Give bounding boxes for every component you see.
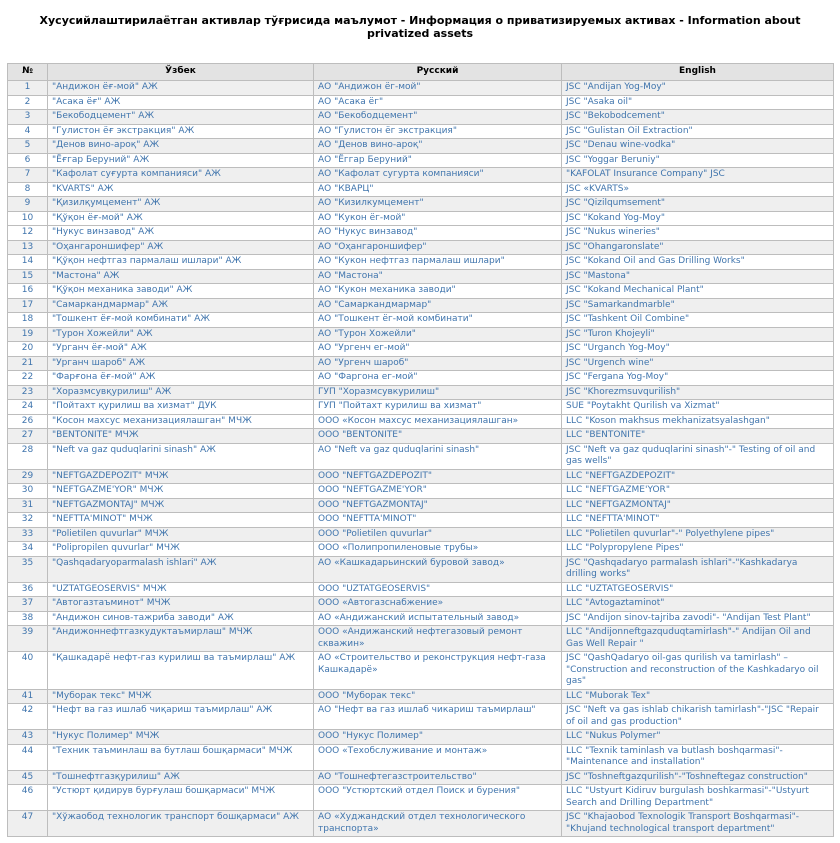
uzbek-name-cell: "Qashqadaryoparmalash ishlari" АЖ xyxy=(48,556,314,582)
english-name-cell: LLC "Nukus Polymer" xyxy=(562,730,834,745)
english-name-cell: LLC "Ustyurt Kidiruv burgulash boshkarmasi"-"Ustyurt Search and Drilling Department" xyxy=(562,785,834,811)
russian-name-cell: ООО «Техобслуживание и монтаж» xyxy=(314,744,562,770)
table-row xyxy=(8,414,834,429)
uzbek-name-cell: "Андижон ёғ-мой" АЖ xyxy=(48,81,314,96)
english-name-cell: LLC "UZTATGEOSERVIS" xyxy=(562,582,834,597)
table-row xyxy=(8,197,834,212)
row-number-cell: 22 xyxy=(8,371,48,386)
uzbek-name-cell: "Автогазтаъминот" МЧЖ xyxy=(48,597,314,612)
table-row xyxy=(8,81,834,96)
uzbek-name-cell: "Косон махсус механизациялашган" МЧЖ xyxy=(48,414,314,429)
english-name-cell: JSC "Andijon sinov-tajriba zavodi"- "Andijan Test Plant" xyxy=(562,611,834,626)
page-title: Хусусийлаштирилаётган активлар тўғрисида маълумот - Информация о приватизируемых активах - Information about privatized assets xyxy=(39,14,801,40)
row-number-cell: 45 xyxy=(8,770,48,785)
english-name-cell: JSC "Urganch Yog-Moy" xyxy=(562,342,834,357)
row-number-cell: 10 xyxy=(8,211,48,226)
table-row xyxy=(8,770,834,785)
uzbek-name-cell: "NEFTTA'MINOT" МЧЖ xyxy=(48,513,314,528)
col-header-number: № xyxy=(8,64,48,81)
english-name-cell: JSC «KVARTS» xyxy=(562,182,834,197)
uzbek-name-cell: "Асака ёғ" АЖ xyxy=(48,95,314,110)
russian-name-cell: АО "Гулистон ёг экстракция" xyxy=(314,124,562,139)
russian-name-cell: АО "Денов вино-ароқ" xyxy=(314,139,562,154)
russian-name-cell: АО "Тошкент ёг-мой комбинати" xyxy=(314,313,562,328)
table-row xyxy=(8,785,834,811)
table-row xyxy=(8,704,834,730)
uzbek-name-cell: "UZTATGEOSERVIS" МЧЖ xyxy=(48,582,314,597)
uzbek-name-cell: "Кафолат суғурта компанияси" АЖ xyxy=(48,168,314,183)
uzbek-name-cell: "Урганч шароб" АЖ xyxy=(48,356,314,371)
russian-name-cell: АО "Ургенч ег-мой" xyxy=(314,342,562,357)
english-name-cell: JSC "Fergana Yog-Moy" xyxy=(562,371,834,386)
russian-name-cell: АО "Нукус винзавод" xyxy=(314,226,562,241)
table-row xyxy=(8,342,834,357)
table-row xyxy=(8,582,834,597)
uzbek-name-cell: "Ёғгар Беруний" АЖ xyxy=(48,153,314,168)
uzbek-name-cell: "Қизилқумцемент" АЖ xyxy=(48,197,314,212)
table-row xyxy=(8,498,834,513)
row-number-cell: 43 xyxy=(8,730,48,745)
table-row xyxy=(8,226,834,241)
russian-name-cell: АО "Кизилкумцемент" xyxy=(314,197,562,212)
uzbek-name-cell: "Нукус винзавод" АЖ xyxy=(48,226,314,241)
table-row xyxy=(8,400,834,415)
row-number-cell: 16 xyxy=(8,284,48,299)
uzbek-name-cell: "Самаркандмармар" АЖ xyxy=(48,298,314,313)
table-row xyxy=(8,469,834,484)
uzbek-name-cell: "Мастона" АЖ xyxy=(48,269,314,284)
col-header-russian: Русский xyxy=(314,64,562,81)
uzbek-name-cell: "Нефт ва газ ишлаб чиқариш таъмирлаш" АЖ xyxy=(48,704,314,730)
russian-name-cell: АО "Фаргона ег-мой" xyxy=(314,371,562,386)
russian-name-cell: ООО "UZTATGEOSERVIS" xyxy=(314,582,562,597)
table-row xyxy=(8,255,834,270)
table-row xyxy=(8,542,834,557)
row-number-cell: 21 xyxy=(8,356,48,371)
russian-name-cell: АО «Андижанский испытательный завод» xyxy=(314,611,562,626)
table-row xyxy=(8,744,834,770)
table-row xyxy=(8,429,834,444)
russian-name-cell: АО "Neft va gaz quduqlarini sinash" xyxy=(314,443,562,469)
table-row xyxy=(8,124,834,139)
russian-name-cell: АО "Мастона" xyxy=(314,269,562,284)
russian-name-cell: АО "Ёггар Беруний" xyxy=(314,153,562,168)
row-number-cell: 35 xyxy=(8,556,48,582)
english-name-cell: LLC "BENTONITE" xyxy=(562,429,834,444)
english-name-cell: LLC "Polypropylene Pipes" xyxy=(562,542,834,557)
russian-name-cell: ООО «Андижанский нефтегазовый ремонт скважин» xyxy=(314,626,562,652)
row-number-cell: 6 xyxy=(8,153,48,168)
table-row xyxy=(8,611,834,626)
table-row xyxy=(8,513,834,528)
english-name-cell: JSC "Samarkandmarble" xyxy=(562,298,834,313)
row-number-cell: 19 xyxy=(8,327,48,342)
row-number-cell: 17 xyxy=(8,298,48,313)
uzbek-name-cell: "Техник таъминлаш ва бутлаш бошқармаси" МЧЖ xyxy=(48,744,314,770)
english-name-cell: JSC "QashQadaryo oil-gas qurilish va tamirlash" – "Construction and reconstruction of the Kashkadaryo oil gas" xyxy=(562,652,834,690)
table-row xyxy=(8,443,834,469)
row-number-cell: 14 xyxy=(8,255,48,270)
row-number-cell: 8 xyxy=(8,182,48,197)
row-number-cell: 38 xyxy=(8,611,48,626)
row-number-cell: 26 xyxy=(8,414,48,429)
uzbek-name-cell: "Бекободцемент" АЖ xyxy=(48,110,314,125)
table-row xyxy=(8,211,834,226)
row-number-cell: 37 xyxy=(8,597,48,612)
english-name-cell: JSC "Yoggar Beruniy" xyxy=(562,153,834,168)
uzbek-name-cell: "Пойтахт қурилиш ва хизмат" ДУК xyxy=(48,400,314,415)
russian-name-cell: АО "Кукон механика заводи" xyxy=(314,284,562,299)
russian-name-cell: ООО "NEFTGAZME'YOR" xyxy=(314,484,562,499)
english-name-cell: JSC "Neft va gas ishlab chikarish tamirlash"-"JSC "Repair of oil and gas production" xyxy=(562,704,834,730)
row-number-cell: 44 xyxy=(8,744,48,770)
row-number-cell: 46 xyxy=(8,785,48,811)
table-row xyxy=(8,168,834,183)
uzbek-name-cell: "Андижоннефтгазкудуктаъмирлаш" МЧЖ xyxy=(48,626,314,652)
table-row xyxy=(8,689,834,704)
table-row xyxy=(8,556,834,582)
uzbek-name-cell: "Оҳангароншифер" АЖ xyxy=(48,240,314,255)
english-name-cell: LLC "Andijonneftgazquduqtamirlash"-" Andijan Oil and Gas Well Repair " xyxy=(562,626,834,652)
row-number-cell: 30 xyxy=(8,484,48,499)
english-name-cell: JSC "Neft va gaz quduqlarini sinash"-" Testing of oil and gas wells" xyxy=(562,443,834,469)
row-number-cell: 36 xyxy=(8,582,48,597)
table-row xyxy=(8,110,834,125)
row-number-cell: 1 xyxy=(8,81,48,96)
english-name-cell: JSC "Toshneftgazqurilish"-"Toshneftegaz construction" xyxy=(562,770,834,785)
uzbek-name-cell: "Қўқон механика заводи" АЖ xyxy=(48,284,314,299)
table-row xyxy=(8,269,834,284)
row-number-cell: 20 xyxy=(8,342,48,357)
table-row xyxy=(8,327,834,342)
row-number-cell: 32 xyxy=(8,513,48,528)
row-number-cell: 39 xyxy=(8,626,48,652)
table-row xyxy=(8,240,834,255)
uzbek-name-cell: "NEFTGAZDEPOZIT" МЧЖ xyxy=(48,469,314,484)
row-number-cell: 4 xyxy=(8,124,48,139)
english-name-cell: SUE "Poytakht Qurilish va Xizmat" xyxy=(562,400,834,415)
col-header-uzbek: Ўзбек xyxy=(48,64,314,81)
english-name-cell: JSC "Khorezmsuvqurilish" xyxy=(562,385,834,400)
header-row xyxy=(8,64,834,81)
uzbek-name-cell: "Қашкадарё нефт-газ курилиш ва таъмирлаш" АЖ xyxy=(48,652,314,690)
uzbek-name-cell: "Тошнефтгазқурилиш" АЖ xyxy=(48,770,314,785)
russian-name-cell: АО "Кукон нефтгаз пармалаш ишлари" xyxy=(314,255,562,270)
uzbek-name-cell: "NEFTGAZMONTAJ" МЧЖ xyxy=(48,498,314,513)
russian-name-cell: АО "Ургенч шароб" xyxy=(314,356,562,371)
table-row xyxy=(8,139,834,154)
row-number-cell: 7 xyxy=(8,168,48,183)
english-name-cell: JSC "Kokand Yog-Moy" xyxy=(562,211,834,226)
english-name-cell: JSC "Bekobodcement" xyxy=(562,110,834,125)
table-row xyxy=(8,484,834,499)
russian-name-cell: ООО «Косон махсус механизациялашган» xyxy=(314,414,562,429)
english-name-cell: JSC "Khajaobod Texnologik Transport Boshqarmasi"-"Khujand technological transport department" xyxy=(562,811,834,837)
table-row xyxy=(8,597,834,612)
row-number-cell: 3 xyxy=(8,110,48,125)
english-name-cell: LLC "NEFTTA'MINOT" xyxy=(562,513,834,528)
uzbek-name-cell: "Neft va gaz quduqlarini sinash" АЖ xyxy=(48,443,314,469)
row-number-cell: 24 xyxy=(8,400,48,415)
english-name-cell: JSC "Gulistan Oil Extraction" xyxy=(562,124,834,139)
uzbek-name-cell: "Қўқон ёғ-мой" АЖ xyxy=(48,211,314,226)
russian-name-cell: АО «Строительство и реконструкция нефт-газа Кашкадарё» xyxy=(314,652,562,690)
english-name-cell: JSC "Andijan Yog-Moy" xyxy=(562,81,834,96)
table-row xyxy=(8,284,834,299)
row-number-cell: 31 xyxy=(8,498,48,513)
english-name-cell: JSC "Kokand Mechanical Plant" xyxy=(562,284,834,299)
col-header-english: English xyxy=(562,64,834,81)
row-number-cell: 15 xyxy=(8,269,48,284)
uzbek-name-cell: "Денов вино-ароқ" АЖ xyxy=(48,139,314,154)
russian-name-cell: АО "Кукон ёг-мой" xyxy=(314,211,562,226)
russian-name-cell: АО "Андижон ёг-мой" xyxy=(314,81,562,96)
row-number-cell: 47 xyxy=(8,811,48,837)
english-name-cell: JSC "Qizilqumsement" xyxy=(562,197,834,212)
uzbek-name-cell: "Муборак текс" МЧЖ xyxy=(48,689,314,704)
english-name-cell: LLC "Muborak Tex" xyxy=(562,689,834,704)
russian-name-cell: АО «Кашкадарьинский буровой завод» xyxy=(314,556,562,582)
english-name-cell: "KAFOLAT Insurance Company" JSC xyxy=(562,168,834,183)
english-name-cell: JSC "Ohangaronslate" xyxy=(562,240,834,255)
english-name-cell: LLC "Texnik taminlash va butlash boshqarmasi"-"Maintenance and installation" xyxy=(562,744,834,770)
uzbek-name-cell: "NEFTGAZME'YOR" МЧЖ xyxy=(48,484,314,499)
table-row xyxy=(8,371,834,386)
table-row xyxy=(8,811,834,837)
uzbek-name-cell: "Фарғона ёғ-мой" АЖ xyxy=(48,371,314,386)
row-number-cell: 34 xyxy=(8,542,48,557)
uzbek-name-cell: "Polipropilen quvurlar" МЧЖ xyxy=(48,542,314,557)
english-name-cell: JSC "Denau wine-vodka" xyxy=(562,139,834,154)
russian-name-cell: АО "Кафолат сугурта компанияси" xyxy=(314,168,562,183)
row-number-cell: 18 xyxy=(8,313,48,328)
english-name-cell: JSC "Mastona" xyxy=(562,269,834,284)
uzbek-name-cell: "Тошкент ёғ-мой комбинати" АЖ xyxy=(48,313,314,328)
english-name-cell: LLC "NEFTGAZME'YOR" xyxy=(562,484,834,499)
table-header xyxy=(8,64,834,81)
russian-name-cell: АО "Самаркандмармар" xyxy=(314,298,562,313)
row-number-cell: 33 xyxy=(8,527,48,542)
russian-name-cell: ГУП "Пойтахт курилиш ва хизмат" xyxy=(314,400,562,415)
table-row xyxy=(8,153,834,168)
uzbek-name-cell: "Андижон синов-тажриба заводи" АЖ xyxy=(48,611,314,626)
uzbek-name-cell: "Турон Хожейли" АЖ xyxy=(48,327,314,342)
table-row xyxy=(8,356,834,371)
row-number-cell: 9 xyxy=(8,197,48,212)
row-number-cell: 13 xyxy=(8,240,48,255)
row-number-cell: 42 xyxy=(8,704,48,730)
row-number-cell: 41 xyxy=(8,689,48,704)
table-row xyxy=(8,527,834,542)
uzbek-name-cell: "Гулистон ёғ экстракция" АЖ xyxy=(48,124,314,139)
uzbek-name-cell: "Polietilen quvurlar" МЧЖ xyxy=(48,527,314,542)
table-row xyxy=(8,652,834,690)
uzbek-name-cell: "Қўқон нефтгаз пармалаш ишлари" АЖ xyxy=(48,255,314,270)
english-name-cell: JSC "Nukus wineries" xyxy=(562,226,834,241)
english-name-cell: JSC "Urgench wine" xyxy=(562,356,834,371)
russian-name-cell: ООО «Полипропиленовые трубы» xyxy=(314,542,562,557)
assets-table xyxy=(7,63,834,837)
russian-name-cell: ООО "NEFTGAZMONTAJ" xyxy=(314,498,562,513)
english-name-cell: LLC "Koson makhsus mekhanizatsyalashgan" xyxy=(562,414,834,429)
russian-name-cell: АО "Оҳангароншифер" xyxy=(314,240,562,255)
english-name-cell: JSC "Tashkent Oil Combine" xyxy=(562,313,834,328)
english-name-cell: JSC "Kokand Oil and Gas Drilling Works" xyxy=(562,255,834,270)
uzbek-name-cell: "Нукус Полимер" МЧЖ xyxy=(48,730,314,745)
table-row xyxy=(8,313,834,328)
row-number-cell: 12 xyxy=(8,226,48,241)
table-row xyxy=(8,182,834,197)
table-row xyxy=(8,730,834,745)
table-row xyxy=(8,626,834,652)
uzbek-name-cell: "BENTONITE" МЧЖ xyxy=(48,429,314,444)
table-body xyxy=(8,81,834,837)
uzbek-name-cell: "KVARTS" АЖ xyxy=(48,182,314,197)
russian-name-cell: ООО "Нукус Полимер" xyxy=(314,730,562,745)
row-number-cell: 2 xyxy=(8,95,48,110)
uzbek-name-cell: "Урганч ёғ-мой" АЖ xyxy=(48,342,314,357)
english-name-cell: JSC "Turon Khojeyli" xyxy=(562,327,834,342)
russian-name-cell: АО "КВАРЦ" xyxy=(314,182,562,197)
russian-name-cell: АО "Нефт ва газ ишлаб чикариш таъмирлаш" xyxy=(314,704,562,730)
english-name-cell: JSC "Qashqadaryo parmalash ishlari"-"Kashkadarya drilling works" xyxy=(562,556,834,582)
english-name-cell: LLC "Avtogaztaminot" xyxy=(562,597,834,612)
row-number-cell: 23 xyxy=(8,385,48,400)
russian-name-cell: ООО "NEFTGAZDEPOZIT" xyxy=(314,469,562,484)
row-number-cell: 28 xyxy=(8,443,48,469)
russian-name-cell: ООО "Polietilen quvurlar" xyxy=(314,527,562,542)
english-name-cell: LLC "NEFTGAZMONTAJ" xyxy=(562,498,834,513)
russian-name-cell: ООО "Устюртский отдел Поиск и бурения" xyxy=(314,785,562,811)
table-row xyxy=(8,298,834,313)
russian-name-cell: ООО "Муборак текс" xyxy=(314,689,562,704)
row-number-cell: 29 xyxy=(8,469,48,484)
russian-name-cell: АО "Тошнефтегазстроительство" xyxy=(314,770,562,785)
russian-name-cell: ООО «Автогазснабжение» xyxy=(314,597,562,612)
row-number-cell: 27 xyxy=(8,429,48,444)
russian-name-cell: ООО "BENTONITE" xyxy=(314,429,562,444)
english-name-cell: LLC "NEFTGAZDEPOZIT" xyxy=(562,469,834,484)
uzbek-name-cell: "Хўжаобод технологик транспорт бошқармаси" АЖ xyxy=(48,811,314,837)
row-number-cell: 5 xyxy=(8,139,48,154)
uzbek-name-cell: "Устюрт қидирув бурғулаш бошқармаси" МЧЖ xyxy=(48,785,314,811)
russian-name-cell: АО «Худжандский отдел технологического транспорта» xyxy=(314,811,562,837)
row-number-cell: 40 xyxy=(8,652,48,690)
russian-name-cell: АО "Турон Хожейли" xyxy=(314,327,562,342)
uzbek-name-cell: "Хоразмсувқурилиш" АЖ xyxy=(48,385,314,400)
russian-name-cell: ГУП "Хоразмсувкурилиш" xyxy=(314,385,562,400)
russian-name-cell: АО "Асака ёг" xyxy=(314,95,562,110)
russian-name-cell: АО "Бекободцемент" xyxy=(314,110,562,125)
table-row xyxy=(8,385,834,400)
russian-name-cell: ООО "NEFTTA'MINOT" xyxy=(314,513,562,528)
english-name-cell: LLC "Polietilen quvurlar"-" Polyethylene pipes" xyxy=(562,527,834,542)
table-row xyxy=(8,95,834,110)
english-name-cell: JSC "Asaka oil" xyxy=(562,95,834,110)
